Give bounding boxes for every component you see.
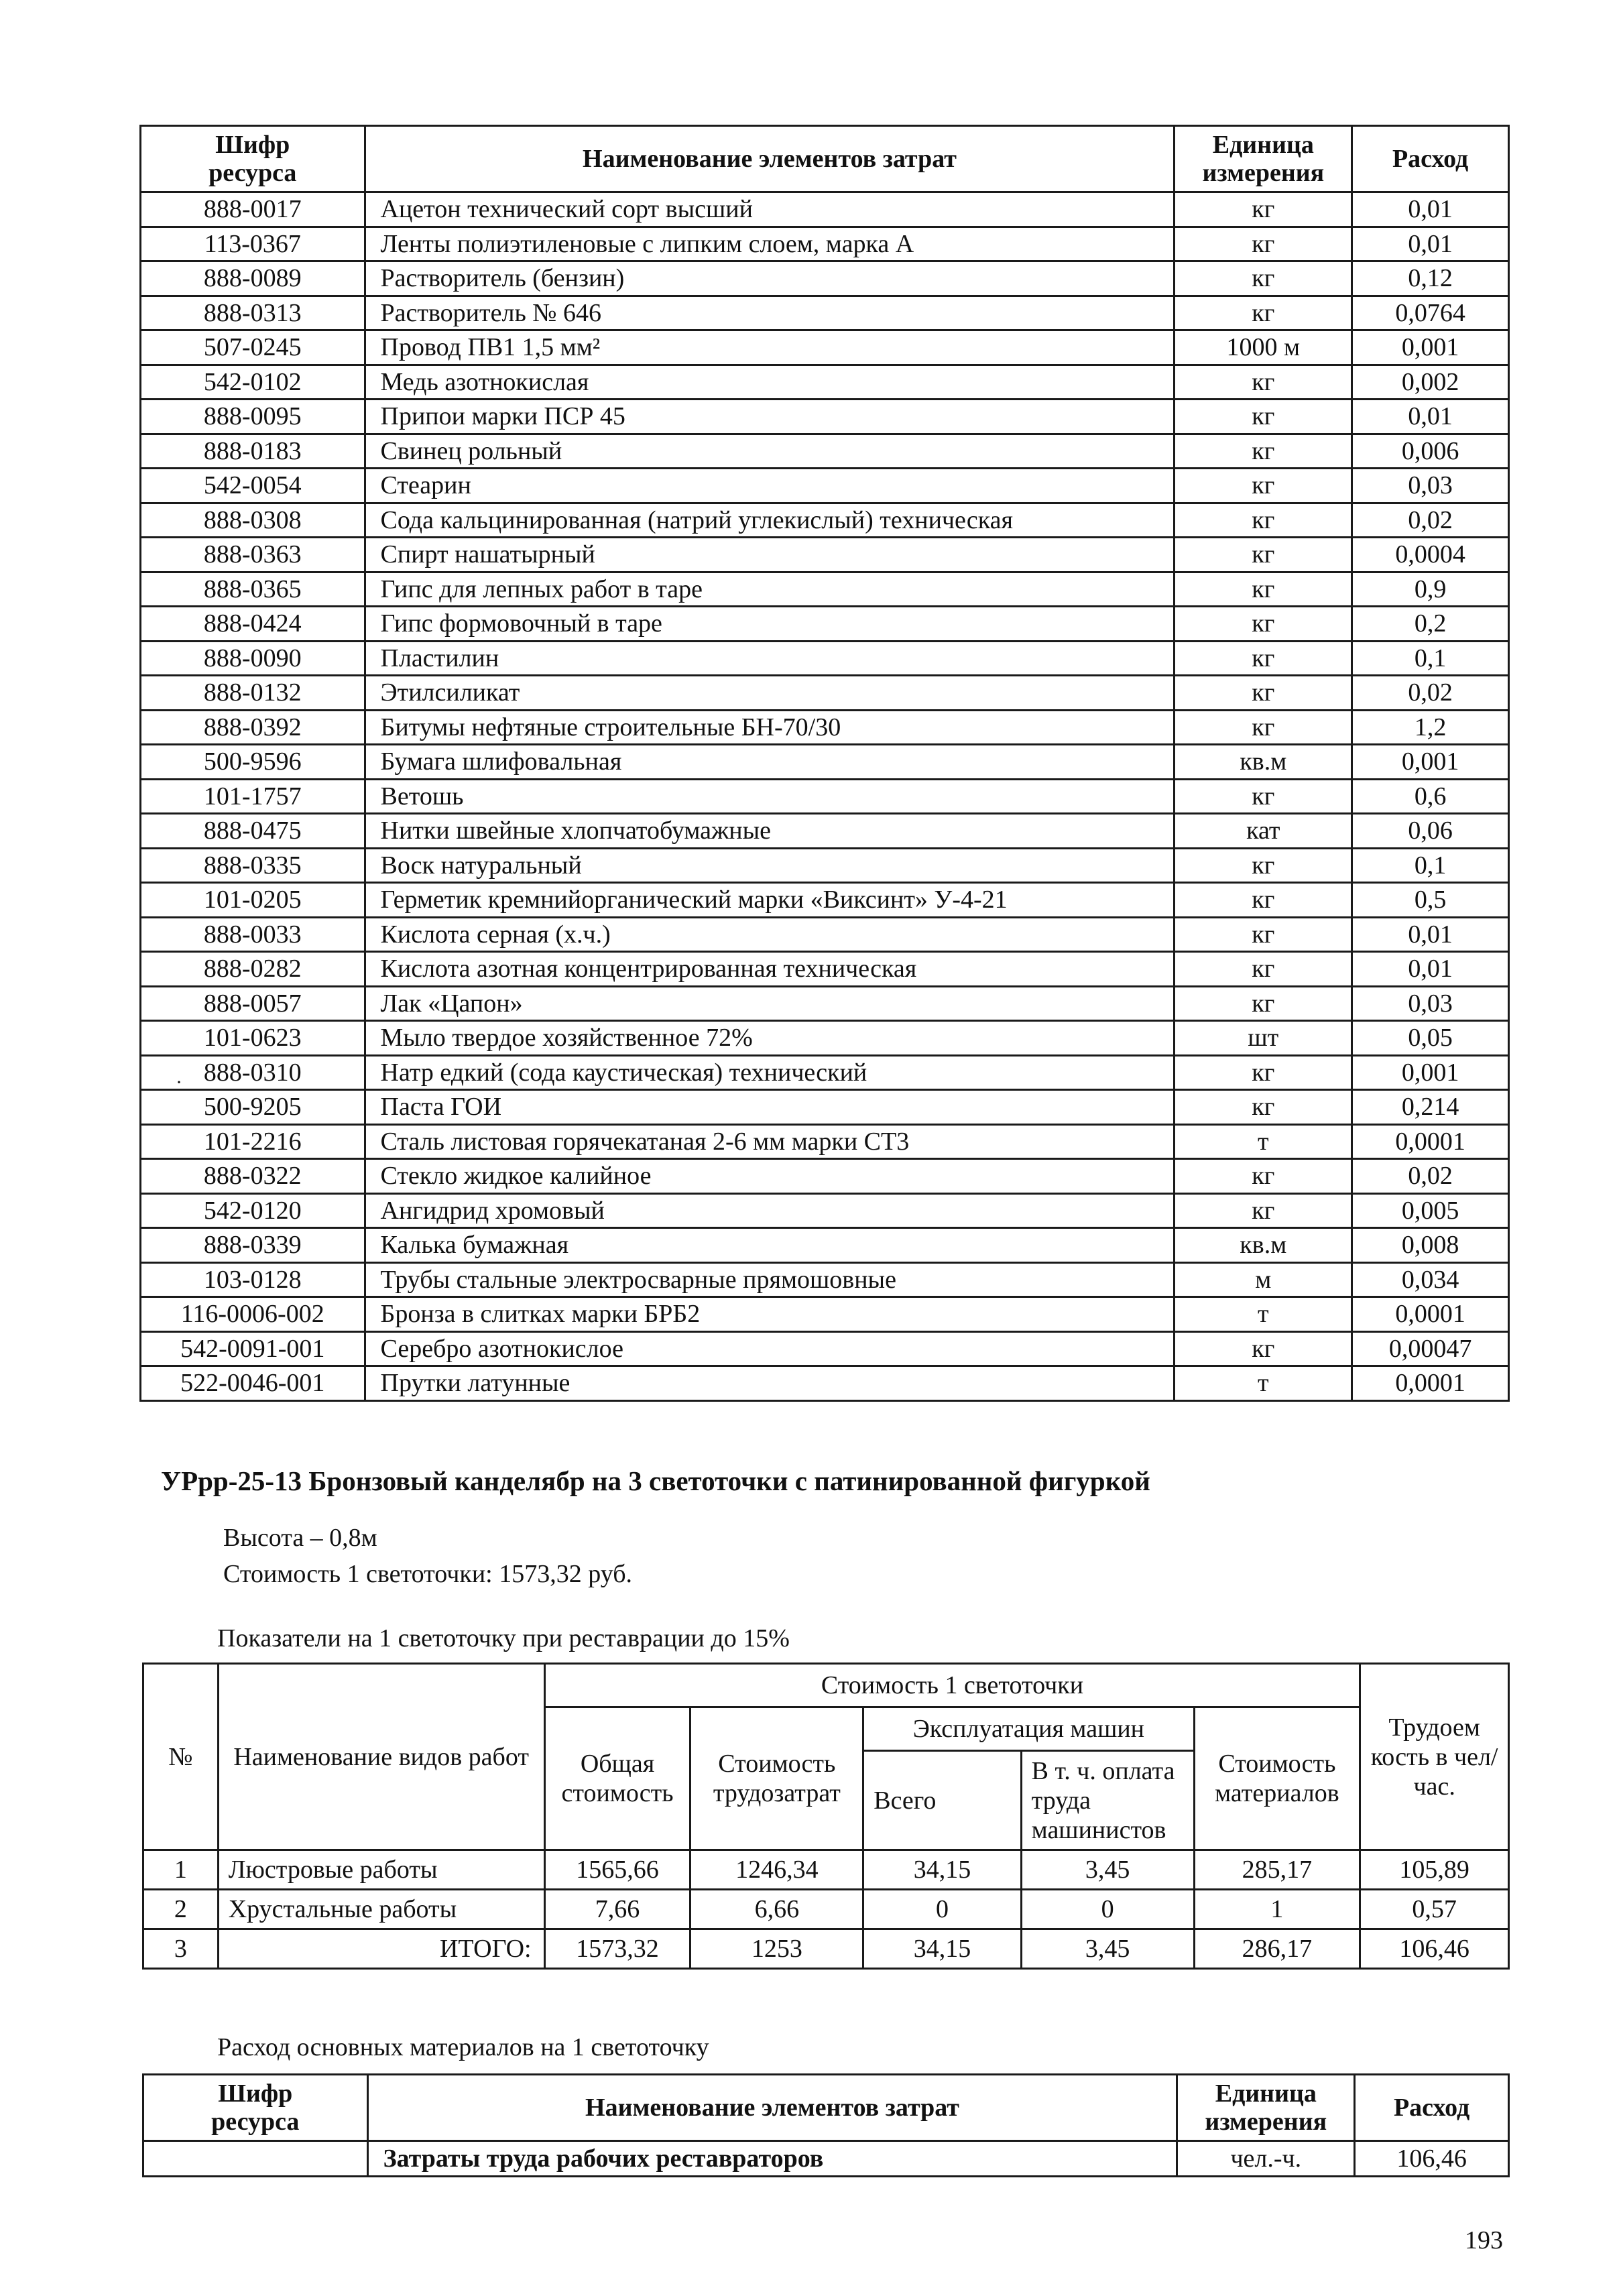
table-row [141, 1228, 1509, 1263]
table-cell: Гипс для лепных работ в таре [365, 572, 1175, 607]
table-cell: 0,9 [1352, 572, 1509, 607]
table-cell: 0,01 [1352, 192, 1509, 227]
table-cell: 0,0001 [1352, 1124, 1509, 1159]
table-row [141, 814, 1509, 849]
table-cell: 888-0335 [141, 848, 365, 883]
header-labor-cost: Стоимость трудозатрат [690, 1707, 863, 1850]
table-cell: 1000 м [1175, 330, 1352, 365]
table-cell: 0,01 [1352, 917, 1509, 952]
table-row [141, 261, 1509, 296]
table-cell: 0,01 [1352, 227, 1509, 261]
table-cell: 0,008 [1352, 1228, 1509, 1263]
stray-mark: · [176, 1071, 182, 1093]
header-name: Наименование элементов затрат [365, 126, 1175, 192]
table-cell: кг [1175, 1055, 1352, 1090]
table-row [141, 1159, 1509, 1194]
table-cell: 500-9205 [141, 1090, 365, 1125]
table-row [141, 607, 1509, 642]
table-row [141, 1090, 1509, 1125]
materials-table-2 [142, 2073, 1510, 2177]
table-cell: кг [1175, 641, 1352, 676]
table-cell: 34,15 [863, 1929, 1021, 1969]
table-cell: т [1175, 1366, 1352, 1401]
table-cell: Калька бумажная [365, 1228, 1175, 1263]
table-row [141, 365, 1509, 400]
page-number: 193 [1465, 2226, 1503, 2254]
table-cell: 542-0054 [141, 469, 365, 503]
table-cell: 103-0128 [141, 1262, 365, 1297]
table-cell: 888-0363 [141, 538, 365, 572]
table-cell: чел.-ч. [1177, 2141, 1355, 2177]
table-row [141, 986, 1509, 1021]
table-cell: 0,0001 [1352, 1366, 1509, 1401]
table-cell: 888-0132 [141, 676, 365, 711]
indicators-table-body [143, 1850, 1509, 1969]
table-row [141, 641, 1509, 676]
table-cell: 116-0006-002 [141, 1297, 365, 1332]
materials-table-2-header [143, 2075, 1509, 2141]
table-cell: Нитки швейные хлопчатобумажные [365, 814, 1175, 849]
table-cell: кг [1175, 192, 1352, 227]
table-cell: 888-0282 [141, 952, 365, 987]
table-cell: кв.м [1175, 745, 1352, 780]
table-row [141, 1055, 1509, 1090]
table-cell: 0,02 [1352, 1159, 1509, 1194]
table-cell: 888-0089 [141, 261, 365, 296]
table-cell: 0,6 [1352, 779, 1509, 814]
table-cell: 888-0033 [141, 917, 365, 952]
table-cell: 1253 [690, 1929, 863, 1969]
table-cell: Трубы стальные электросварные прямошовные [365, 1262, 1175, 1297]
table-cell: м [1175, 1262, 1352, 1297]
table-cell: кг [1175, 400, 1352, 434]
table-cell: 106,46 [1360, 1929, 1509, 1969]
table-cell: 888-0017 [141, 192, 365, 227]
table-cell: 0,03 [1352, 469, 1509, 503]
table-cell: Бумага шлифовальная [365, 745, 1175, 780]
table-cell: 522-0046-001 [141, 1366, 365, 1401]
table-cell: 888-0392 [141, 710, 365, 745]
table-cell: 286,17 [1194, 1929, 1360, 1969]
table-cell: кг [1175, 607, 1352, 642]
table-cell [143, 2141, 368, 2177]
table-cell: кг [1175, 883, 1352, 918]
table-row [141, 1193, 1509, 1228]
table-cell: Стеарин [365, 469, 1175, 503]
table-cell: 888-0339 [141, 1228, 365, 1263]
table-cell: кат [1175, 814, 1352, 849]
table-cell: Гипс формовочный в таре [365, 607, 1175, 642]
header-qty: Расход [1352, 126, 1509, 192]
table-row [141, 917, 1509, 952]
table-cell: 0,001 [1352, 330, 1509, 365]
table-cell: 542-0120 [141, 1193, 365, 1228]
table-cell: кг [1175, 503, 1352, 538]
materials-table [139, 125, 1510, 1402]
table-cell: 2 [143, 1890, 219, 1929]
table-cell: 0,034 [1352, 1262, 1509, 1297]
materials-caption: Расход основных материалов на 1 светоточку [217, 2033, 709, 2061]
table-cell: Паста ГОИ [365, 1090, 1175, 1125]
table-cell: 0,001 [1352, 745, 1509, 780]
table-cell: 500-9596 [141, 745, 365, 780]
table-cell: 0,03 [1352, 986, 1509, 1021]
table-cell: 1,2 [1352, 710, 1509, 745]
materials-table-header [141, 126, 1509, 192]
table-cell: ИТОГО: [218, 1929, 544, 1969]
table-cell: 1 [1194, 1890, 1360, 1929]
table-cell: кг [1175, 1159, 1352, 1194]
table-cell: т [1175, 1124, 1352, 1159]
table-cell: 0,002 [1352, 365, 1509, 400]
table-cell: 0,57 [1360, 1890, 1509, 1929]
header-unit: Единица измерения [1175, 126, 1352, 192]
table-cell: Спирт нашатырный [365, 538, 1175, 572]
table-row [141, 572, 1509, 607]
table-cell: Люстровые работы [218, 1850, 544, 1890]
table-cell: 0,0004 [1352, 538, 1509, 572]
table-row [141, 779, 1509, 814]
table-cell: 285,17 [1194, 1850, 1360, 1890]
table-cell: 3,45 [1021, 1929, 1194, 1969]
table-cell: 888-0313 [141, 296, 365, 330]
indicators-table [142, 1663, 1510, 1970]
materials-table-2-body [143, 2141, 1509, 2177]
table-cell: 6,66 [690, 1890, 863, 1929]
table-cell: 0,006 [1352, 434, 1509, 469]
header-machines: Эксплуатация машин [863, 1707, 1194, 1751]
table-cell: 0,12 [1352, 261, 1509, 296]
table-cell: 0,5 [1352, 883, 1509, 918]
table-cell: кг [1175, 538, 1352, 572]
table-cell: кг [1175, 952, 1352, 987]
table-row [141, 952, 1509, 987]
table-cell: 106,46 [1355, 2141, 1509, 2177]
table-row [141, 883, 1509, 918]
table-cell: Растворитель (бензин) [365, 261, 1175, 296]
table-cell: 888-0308 [141, 503, 365, 538]
table-row [141, 503, 1509, 538]
table-cell: Ленты полиэтиленовые с липким слоем, марка А [365, 227, 1175, 261]
table-row [141, 1331, 1509, 1366]
materials-table-body [141, 192, 1509, 1401]
header-unit: Единица измерения [1177, 2075, 1355, 2141]
table-cell: Мыло твердое хозяйственное 72% [365, 1021, 1175, 1056]
table-cell: Кислота серная (х.ч.) [365, 917, 1175, 952]
header-work-name: Наименование видов работ [218, 1664, 544, 1850]
table-cell: 542-0091-001 [141, 1331, 365, 1366]
header-code: Шифр ресурса [141, 126, 365, 192]
header-machines-total: Всего [863, 1751, 1021, 1850]
table-cell: Медь азотнокислая [365, 365, 1175, 400]
table-row [141, 710, 1509, 745]
table-row [141, 676, 1509, 711]
item-height: Высота – 0,8м [223, 1524, 377, 1552]
table-cell: Сталь листовая горячекатаная 2-6 мм марки СТ3 [365, 1124, 1175, 1159]
table-cell: кг [1175, 710, 1352, 745]
table-cell: 101-2216 [141, 1124, 365, 1159]
table-cell: Кислота азотная концентрированная техническая [365, 952, 1175, 987]
table-cell: 888-0365 [141, 572, 365, 607]
table-row [141, 745, 1509, 780]
table-cell: 0,1 [1352, 848, 1509, 883]
table-cell: Припои марки ПСР 45 [365, 400, 1175, 434]
table-cell: 0 [1021, 1890, 1194, 1929]
table-cell: кг [1175, 365, 1352, 400]
table-cell: Битумы нефтяные строительные БН-70/30 [365, 710, 1175, 745]
table-cell: Растворитель № 646 [365, 296, 1175, 330]
table-cell: 3,45 [1021, 1850, 1194, 1890]
table-cell: Сода кальцинированная (натрий углекислый) техническая [365, 503, 1175, 538]
table-cell: 101-0205 [141, 883, 365, 918]
table-cell: Ацетон технический сорт высший [365, 192, 1175, 227]
table-cell: кг [1175, 779, 1352, 814]
table-cell: Ветошь [365, 779, 1175, 814]
table-cell: 1573,32 [544, 1929, 690, 1969]
header-total-cost: Общая стоимость [544, 1707, 690, 1850]
table-cell: Ангидрид хромовый [365, 1193, 1175, 1228]
table-cell: кг [1175, 917, 1352, 952]
table-cell: 0,1 [1352, 641, 1509, 676]
table-cell: 507-0245 [141, 330, 365, 365]
table-cell: Стекло жидкое калийное [365, 1159, 1175, 1194]
table-row [143, 2141, 1509, 2177]
table-row [141, 1262, 1509, 1297]
table-cell: шт [1175, 1021, 1352, 1056]
table-cell: 0,005 [1352, 1193, 1509, 1228]
table-cell: Свинец рольный [365, 434, 1175, 469]
table-cell: 101-0623 [141, 1021, 365, 1056]
table-row [141, 1021, 1509, 1056]
table-row [141, 400, 1509, 434]
table-cell: Провод ПВ1 1,5 мм² [365, 330, 1175, 365]
table-cell: Этилсиликат [365, 676, 1175, 711]
table-cell: 888-0424 [141, 607, 365, 642]
table-cell: 105,89 [1360, 1850, 1509, 1890]
table-cell: кг [1175, 1193, 1352, 1228]
table-cell: кг [1175, 261, 1352, 296]
header-name: Наименование элементов затрат [367, 2075, 1177, 2141]
table-cell: кг [1175, 227, 1352, 261]
table-cell: 0,06 [1352, 814, 1509, 849]
table-cell: 0,01 [1352, 952, 1509, 987]
header-num: № [143, 1664, 219, 1850]
table-cell: 0,01 [1352, 400, 1509, 434]
table-row [141, 227, 1509, 261]
item-cost: Стоимость 1 светоточки: 1573,32 руб. [223, 1560, 633, 1588]
table-cell: 0,05 [1352, 1021, 1509, 1056]
indicators-caption: Показатели на 1 светоточку при реставрации до 15% [217, 1624, 790, 1652]
header-code: Шифр ресурса [143, 2075, 368, 2141]
table-row [141, 538, 1509, 572]
table-cell: Серебро азотнокислое [365, 1331, 1175, 1366]
table-cell: 0,02 [1352, 503, 1509, 538]
table-cell: Бронза в слитках марки БРБ2 [365, 1297, 1175, 1332]
table-cell: 888-0475 [141, 814, 365, 849]
table-cell: 0,02 [1352, 676, 1509, 711]
table-cell: кг [1175, 1331, 1352, 1366]
table-cell: 0,0764 [1352, 296, 1509, 330]
table-cell: Воск натуральный [365, 848, 1175, 883]
table-row [141, 1124, 1509, 1159]
header-labor-hours: Трудоем кость в чел/час. [1360, 1664, 1509, 1850]
table-cell: кг [1175, 848, 1352, 883]
table-cell: 0,001 [1352, 1055, 1509, 1090]
table-row [141, 192, 1509, 227]
table-cell: 0,0001 [1352, 1297, 1509, 1332]
table-cell: Пластилин [365, 641, 1175, 676]
table-cell: 101-1757 [141, 779, 365, 814]
table-cell: 7,66 [544, 1890, 690, 1929]
table-cell: кг [1175, 1090, 1352, 1125]
table-cell: Герметик кремнийорганический марки «Виксинт» У-4-21 [365, 883, 1175, 918]
table-cell: 1565,66 [544, 1850, 690, 1890]
table-cell: кв.м [1175, 1228, 1352, 1263]
table-cell: кг [1175, 676, 1352, 711]
table-cell: 0,214 [1352, 1090, 1509, 1125]
table-row [141, 848, 1509, 883]
table-cell: Хрустальные работы [218, 1890, 544, 1929]
table-cell: Прутки латунные [365, 1366, 1175, 1401]
table-row [141, 296, 1509, 330]
table-cell: 888-0310 [141, 1055, 365, 1090]
table-row [143, 1929, 1509, 1969]
table-cell: 1246,34 [690, 1850, 863, 1890]
table-cell: 0,00047 [1352, 1331, 1509, 1366]
table-row [141, 1297, 1509, 1332]
table-cell: 888-0322 [141, 1159, 365, 1194]
table-cell: 0 [863, 1890, 1021, 1929]
table-cell: 0,2 [1352, 607, 1509, 642]
table-cell: Лак «Цапон» [365, 986, 1175, 1021]
header-cost-group: Стоимость 1 светоточки [544, 1664, 1360, 1707]
table-cell: 113-0367 [141, 227, 365, 261]
table-cell: 888-0095 [141, 400, 365, 434]
table-cell: 888-0090 [141, 641, 365, 676]
table-cell: т [1175, 1297, 1352, 1332]
table-cell: кг [1175, 434, 1352, 469]
table-cell: кг [1175, 986, 1352, 1021]
table-cell: 34,15 [863, 1850, 1021, 1890]
table-row [143, 1850, 1509, 1890]
table-row [141, 1366, 1509, 1401]
section-heading: УРрр-25-13 Бронзовый канделябр на 3 светоточки с патинированной фигуркой [161, 1465, 1150, 1496]
table-cell: 888-0183 [141, 434, 365, 469]
table-cell: Натр едкий (сода каустическая) технический [365, 1055, 1175, 1090]
table-cell: 1 [143, 1850, 219, 1890]
table-cell: 888-0057 [141, 986, 365, 1021]
table-cell: 3 [143, 1929, 219, 1969]
table-row [141, 469, 1509, 503]
header-qty: Расход [1355, 2075, 1509, 2141]
header-machines-pay: В т. ч. оплата труда машинистов [1021, 1751, 1194, 1850]
table-cell: Затраты труда рабочих реставраторов [367, 2141, 1177, 2177]
table-row [141, 330, 1509, 365]
table-row [141, 434, 1509, 469]
table-row [143, 1890, 1509, 1929]
header-materials-cost: Стоимость материалов [1194, 1707, 1360, 1850]
table-cell: кг [1175, 296, 1352, 330]
table-cell: кг [1175, 469, 1352, 503]
table-cell: 542-0102 [141, 365, 365, 400]
table-cell: кг [1175, 572, 1352, 607]
